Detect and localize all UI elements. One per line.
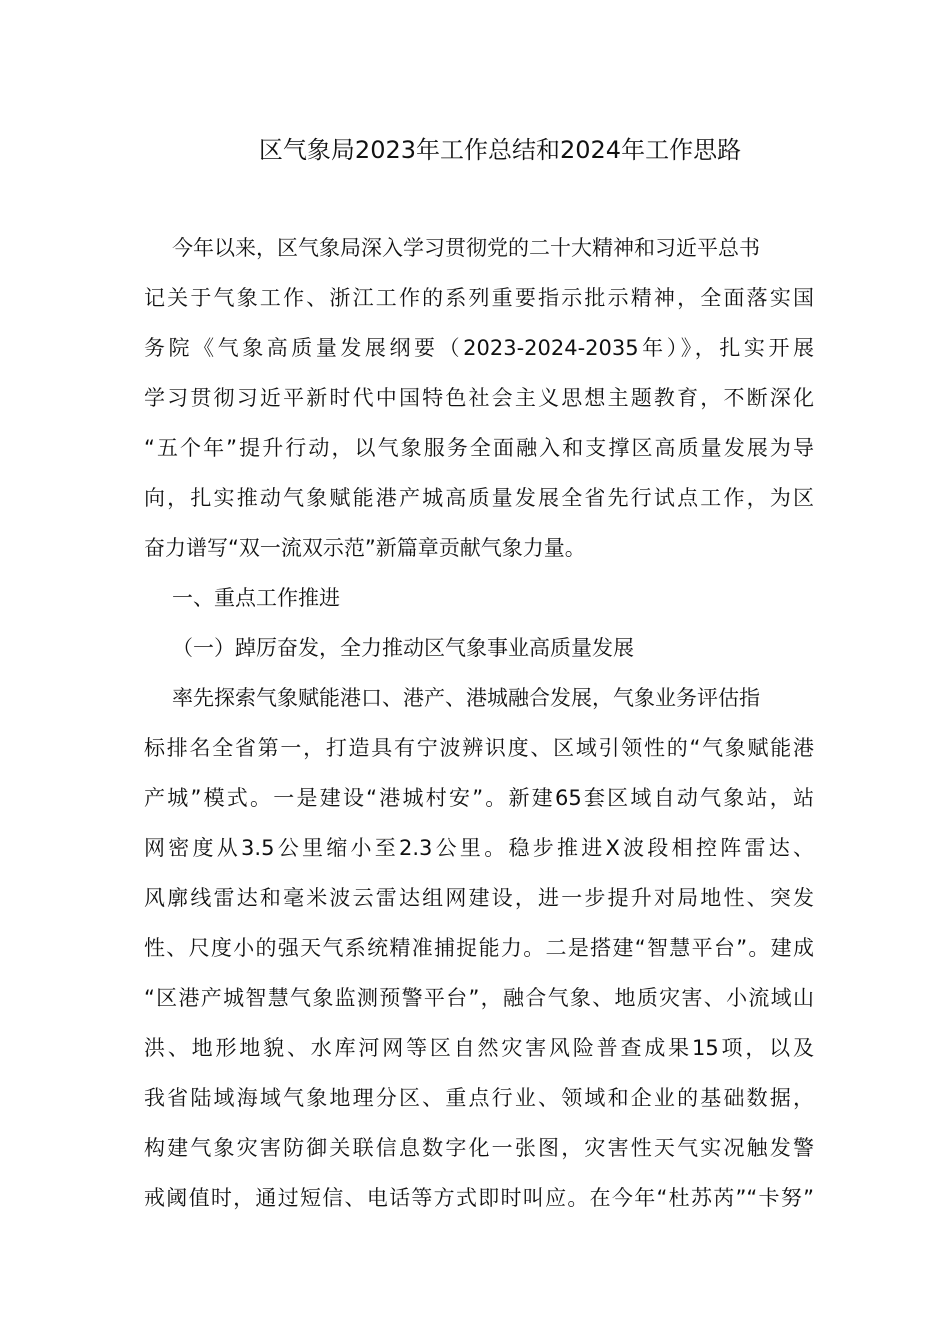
paragraph-line: 学习贯彻习近平新时代中国特色社会主义思想主题教育，不断深化 [144,386,814,410]
document-title: 区气象局2023年工作总结和2024年工作思路 [258,136,742,164]
paragraph-line: 记关于气象工作、浙江工作的系列重要指示批示精神，全面落实国 [144,286,814,310]
paragraph-line: 标排名全省第一，打造具有宁波辨识度、区域引领性的“气象赋能港 [144,736,814,760]
paragraph-line: 今年以来，区气象局深入学习贯彻党的二十大精神和习近平总书 [172,236,760,260]
paragraph-line: 我省陆域海域气象地理分区、重点行业、领域和企业的基础数据， [144,1086,814,1110]
paragraph-line: 产城”模式。一是建设“港城村安”。新建65套区域自动气象站，站 [144,786,814,810]
subsection-heading: （一）踔厉奋发，全力推动区气象事业高质量发展 [172,636,634,660]
paragraph-line: 构建气象灾害防御关联信息数字化一张图，灾害性天气实况触发警 [144,1136,814,1160]
paragraph-line: 戒阈值时，通过短信、电话等方式即时叫应。在今年“杜苏芮”“卡努” [144,1186,814,1210]
paragraph-line: 风廓线雷达和毫米波云雷达组网建设，进一步提升对局地性、突发 [144,886,814,910]
paragraph-line: 奋力谱写“双一流双示范”新篇章贡献气象力量。 [144,536,586,560]
paragraph-line: 向，扎实推动气象赋能港产城高质量发展全省先行试点工作，为区 [144,486,814,510]
paragraph-line: 洪、地形地貌、水库河网等区自然灾害风险普查成果15项，以及 [144,1036,814,1060]
paragraph-line: “区港产城智慧气象监测预警平台”，融合气象、地质灾害、小流域山 [144,986,814,1010]
paragraph-line: 务院《气象高质量发展纲要（2023-2024-2035年）》，扎实开展 [144,336,814,360]
paragraph-line: 性、尺度小的强天气系统精准捕捉能力。二是搭建“智慧平台”。建成 [144,936,814,960]
section-heading: 一、重点工作推进 [172,586,340,610]
paragraph-line: 率先探索气象赋能港口、港产、港城融合发展，气象业务评估指 [172,686,760,710]
paragraph-line: “五个年”提升行动，以气象服务全面融入和支撑区高质量发展为导 [144,436,814,460]
paragraph-line: 网密度从3.5公里缩小至2.3公里。稳步推进X波段相控阵雷达、 [144,836,814,860]
